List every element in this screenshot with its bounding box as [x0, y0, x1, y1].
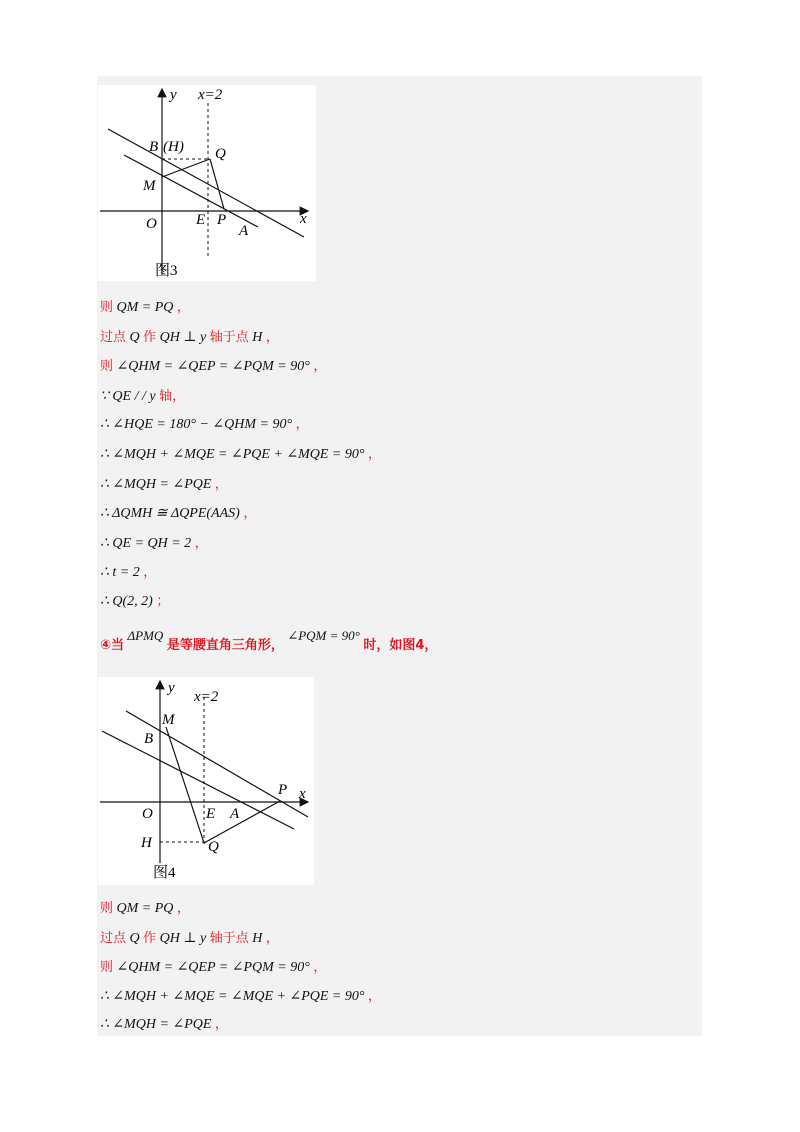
- segment-qp: [210, 159, 224, 209]
- label-q: Q: [215, 146, 226, 162]
- figure-3-caption: 图3: [155, 263, 178, 279]
- segment-qp: [204, 801, 280, 843]
- label-o: O: [142, 806, 153, 822]
- label-e: E: [206, 806, 216, 822]
- line-mp: [126, 711, 308, 817]
- figure-3-svg: [98, 85, 316, 281]
- line-17: ∴ ∠MQH = ∠PQE ，: [100, 1017, 228, 1032]
- line-5: ∴ ∠HQE = 180° − ∠QHM = 90° ，: [100, 417, 309, 432]
- label-y: y: [170, 87, 177, 103]
- line-7: ∴ ∠MQH = ∠PQE ，: [100, 477, 228, 492]
- line-10: ∴ t = 2 ，: [100, 565, 157, 580]
- figure-3: [98, 85, 316, 281]
- label-y: y: [168, 680, 175, 696]
- figure-4-caption: 图4: [153, 865, 176, 881]
- line-13: 则 QM = PQ ，: [100, 901, 190, 916]
- label-vline: x=2: [198, 87, 223, 103]
- line-8: ∴ ΔQMH ≅ ΔQPE(AAS) ，: [100, 506, 257, 521]
- line-11: ∴ Q(2, 2) ；: [100, 594, 170, 609]
- line-6: ∴ ∠MQH + ∠MQE = ∠PQE + ∠MQE = 90° ，: [100, 447, 381, 462]
- line-4: ∵ QE / / y 轴，: [100, 389, 186, 404]
- label-x: x: [300, 211, 307, 227]
- figure-4: [98, 677, 314, 885]
- line-12: ④当 ΔPMQ 是等腰直角三角形， ∠PQM = 90° 时，如图4，: [100, 628, 438, 653]
- label-a: A: [239, 223, 249, 239]
- label-a: A: [230, 806, 240, 822]
- label-q: Q: [208, 839, 219, 855]
- label-b: B: [149, 139, 159, 155]
- line-15: 则 ∠QHM = ∠QEP = ∠PQM = 90° ，: [100, 960, 327, 975]
- label-e: E: [196, 212, 206, 228]
- segment-mq: [166, 727, 204, 843]
- figure-4-svg: [98, 677, 314, 885]
- line-3: 则 ∠QHM = ∠QEP = ∠PQM = 90° ，: [100, 359, 327, 374]
- label-p: P: [278, 782, 288, 798]
- label-vline: x=2: [194, 689, 219, 705]
- line-14: 过点 Q 作 QH ⊥ y 轴于点 H ，: [100, 931, 279, 946]
- label-h: H: [141, 835, 152, 851]
- label-m: M: [162, 712, 175, 728]
- segment-mq: [162, 159, 210, 177]
- label-x: x: [299, 786, 306, 802]
- line-1: 则 QM = PQ ，: [100, 300, 190, 315]
- line-2: 过点 Q 作 QH ⊥ y 轴于点 H ，: [100, 330, 279, 345]
- line-9: ∴ QE = QH = 2 ，: [100, 536, 208, 551]
- label-o: O: [146, 216, 157, 232]
- label-b: B: [144, 731, 154, 747]
- label-h: (H): [163, 139, 184, 155]
- line-ba: [108, 129, 304, 237]
- label-p: P: [217, 212, 227, 228]
- label-m: M: [143, 178, 156, 194]
- line-ba: [102, 731, 294, 829]
- line-16: ∴ ∠MQH + ∠MQE = ∠MQE + ∠PQE = 90° ，: [100, 989, 381, 1004]
